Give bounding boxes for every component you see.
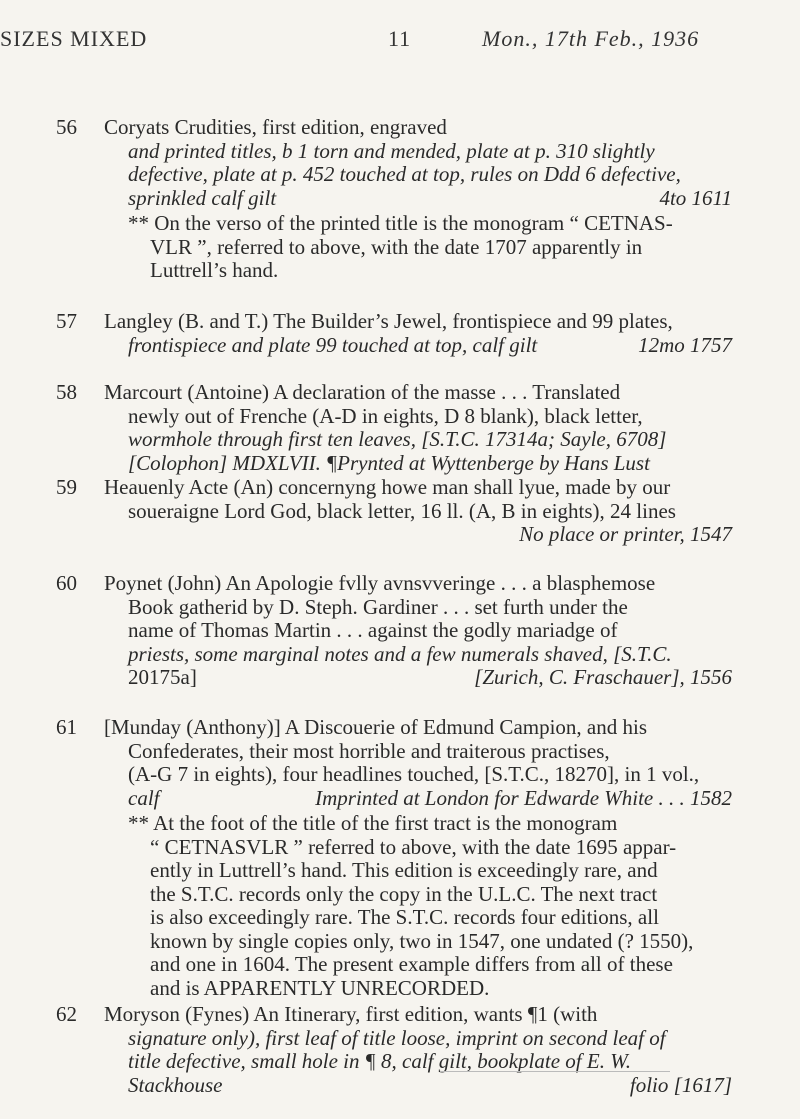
note-line: ** At the foot of the title of the first tract is the monogram bbox=[128, 811, 618, 835]
note-line: Luttrell’s hand. bbox=[150, 258, 279, 282]
lot-number: 56 bbox=[56, 115, 77, 139]
lot-description bbox=[104, 310, 732, 357]
lot-line: Heauenly Acte (An) concernyng howe man shall lyue, made by our bbox=[104, 475, 671, 499]
lot-line-with-imprint bbox=[104, 666, 732, 690]
note-line: known by single copies only, two in 1547, one undated (? 1550), bbox=[150, 928, 694, 953]
lot-description bbox=[104, 572, 732, 690]
lot-line: Stackhouse bbox=[128, 1072, 223, 1097]
lot-line: [Munday (Anthony)] A Discouerie of Edmund Campion, and his bbox=[104, 715, 648, 739]
header-section: SIZES MIXED bbox=[0, 26, 148, 51]
lot-line: title defective, small hole in ¶ 8, calf gilt, bookplate of E. W. bbox=[128, 1049, 632, 1073]
note-line: the S.T.C. records only the copy in the U.L.C. The next tract bbox=[150, 881, 658, 906]
lot-description bbox=[104, 1003, 732, 1097]
lot-line: signature only), first leaf of title loose, imprint on second leaf of bbox=[128, 1025, 666, 1050]
lot-line: Langley (B. and T.) The Builder’s Jewel, frontispiece and 99 plates, bbox=[104, 309, 673, 333]
lot-line: frontispiece and plate 99 touched at top, calf gilt bbox=[128, 332, 538, 357]
lot-number: 58 bbox=[56, 380, 77, 404]
lot-line: newly out of Frenche (A-D in eights, D 8 blank), black letter, bbox=[128, 403, 643, 428]
lot-line: [Colophon] MDXLVII. ¶Prynted at Wyttenberge by Hans Lust bbox=[128, 450, 650, 475]
lot-line: sprinkled calf gilt bbox=[128, 185, 277, 210]
lot-number: 60 bbox=[56, 571, 77, 595]
lot-imprint: Imprinted at London for Edwarde White . . . 1582 bbox=[315, 785, 732, 810]
lot-line-with-format bbox=[104, 334, 732, 358]
note-line: VLR ”, referred to above, with the date 1707 apparently in bbox=[150, 234, 643, 259]
lot-number: 57 bbox=[56, 309, 77, 333]
lot-line: (A-G 7 in eights), four headlines touched, [S.T.C., 18270], in 1 vol., bbox=[128, 762, 700, 786]
lot-line-with-imprint bbox=[104, 787, 732, 811]
lot-line-with-format bbox=[104, 187, 732, 211]
lot-line: Coryats Crudities, first edition, engraved bbox=[104, 115, 447, 139]
lot-line: No place or printer, 1547 bbox=[519, 522, 732, 546]
sale-date: Mon., 17th Feb., 1936 bbox=[482, 26, 700, 51]
lot-line: Book gatherid by D. Steph. Gardiner . . . set furth under the bbox=[128, 594, 628, 619]
note-line: ently in Luttrell’s hand. This edition is exceedingly rare, and bbox=[150, 858, 658, 882]
lot-number: 61 bbox=[56, 715, 77, 739]
page-number: 11 bbox=[388, 26, 412, 51]
lot-line: Poynet (John) An Apologie fvlly avnsvveringe . . . a blasphemose bbox=[104, 571, 656, 595]
lot-description bbox=[104, 476, 732, 547]
lot-description bbox=[104, 116, 732, 210]
lot-number: 62 bbox=[56, 1002, 77, 1026]
lot-line: wormhole through first ten leaves, [S.T.C. 17314a; Sayle, 6708] bbox=[128, 427, 667, 451]
lot-line: defective, plate at p. 452 touched at top, rules on Ddd 6 defective, bbox=[128, 162, 681, 186]
end-rule bbox=[440, 1071, 670, 1072]
lot-imprint: [Zurich, C. Fraschauer], 1556 bbox=[474, 665, 732, 689]
lot-line: Moryson (Fynes) An Itinerary, first edition, wants ¶1 (with bbox=[104, 1002, 598, 1026]
lot-description bbox=[104, 381, 732, 475]
lot-line: priests, some marginal notes and a few numerals shaved, [S.T.C. bbox=[128, 641, 672, 666]
note-line: “ CETNASVLR ” referred to above, with the date 1695 appar- bbox=[150, 834, 677, 859]
lot-line: 20175a] bbox=[128, 665, 197, 689]
lot-note bbox=[128, 212, 732, 283]
note-line: ** On the verso of the printed title is the monogram “ CETNAS- bbox=[128, 211, 673, 235]
note-line: is also exceedingly rare. The S.T.C. records four editions, all bbox=[150, 905, 659, 929]
lot-description bbox=[104, 716, 732, 810]
lot-format-date: folio [1617] bbox=[629, 1072, 732, 1097]
lot-line-with-format bbox=[104, 1074, 732, 1098]
note-line: and one in 1604. The present example differs from all of these bbox=[150, 952, 673, 976]
lot-line: soueraigne Lord God, black letter, 16 ll. (A, B in eights), 24 lines bbox=[128, 498, 676, 523]
lot-line: and printed titles, b 1 torn and mended, plate at p. 310 slightly bbox=[128, 138, 655, 163]
lot-line: name of Thomas Martin . . . against the godly mariadge of bbox=[128, 618, 618, 642]
lot-line: Confederates, their most horrible and traiterous practises, bbox=[128, 738, 610, 763]
note-line: and is APPARENTLY UNRECORDED. bbox=[150, 975, 490, 1000]
lot-note bbox=[128, 812, 732, 1000]
lot-format-date: 12mo 1757 bbox=[638, 332, 732, 357]
lot-line: Marcourt (Antoine) A declaration of the masse . . . Translated bbox=[104, 380, 621, 404]
lot-line: calf bbox=[128, 785, 160, 810]
lot-number: 59 bbox=[56, 475, 77, 499]
lot-format-date: 4to 1611 bbox=[659, 185, 732, 210]
